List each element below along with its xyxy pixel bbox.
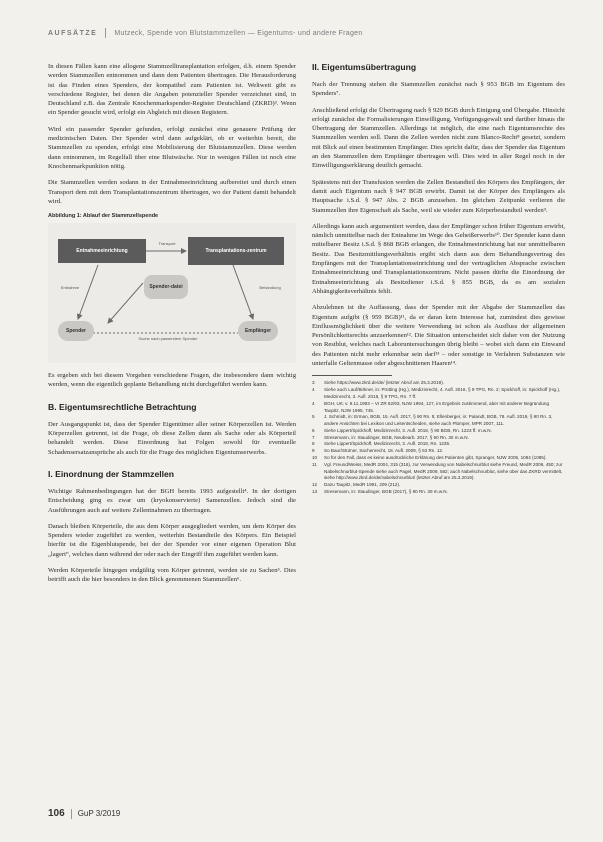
node-spenderdatei: Spender-datei bbox=[144, 275, 188, 299]
right-column bbox=[312, 62, 565, 496]
footnote: 6 Siehe Lippert/Spickhoff, Medizinrecht, 3. Aufl. 2018, § 90 BGB, Rn. 1223 ff. m.w.N. bbox=[312, 427, 492, 433]
footnote: 3 Siehe https://www.zkrd.de/de/ (letzter Abruf am 25.3.2019). bbox=[312, 380, 445, 386]
arrow-entnahme bbox=[78, 265, 98, 319]
journal-issue: GuP 3/2019 bbox=[77, 809, 121, 818]
body-paragraph: Allerdings kann auch argumentiert werden, dass der Empfänger schon früher Eigentum erwirbt, nämlich unmittelbar nach der Entnahme im Wege des Geheißerwerbs¹⁰. Der Spender kann dann mittelbarer Besitz i.S.d. § 868 BGB erlangen, die Entnahmeeinrichtung hat nur unmittelbaren Besitz. Das Besitzmittlungsverhältnis ergibt sich dann aus dem Behandlungsvertrag des Empfängers mit der Transplantationseinrichtung und der vertraglichen Absprache zwischen Entnahmeeinrichtung und Transplantationszentrum. Nicht passen dürfte die Einordnung der Entnahmeeinrichtung als Besitzdiener i.S.d. § 855 BGB, da es am sozialen Abhängigkeitsverhältnis fehlt. bbox=[312, 222, 565, 295]
label-entnahme: Entnahme bbox=[60, 285, 80, 291]
footer-divider bbox=[71, 809, 72, 819]
label-behandlung: Behandlung bbox=[259, 285, 281, 291]
footnote: 8 Siehe Lippert/Spickhoff, Medizinrecht, 3. Aufl. 2018, Rn. 1235. bbox=[312, 441, 451, 447]
footnote-rule bbox=[312, 375, 392, 376]
body-paragraph: Werden Körperteile hingegen endgültig vom Körper getrennt, werden sie zu Sachen⁵. Dies betrifft auch die hier besonders in den Blick genommenen Stammzellen⁶. bbox=[48, 567, 296, 584]
body-paragraph: Danach bleiben Körperteile, die aus dem Körper ausgegliedert werden, um dem Körper des Spenders wieder zugeführt zu werden, weiterhin Bestandteile des Körpers. Ein Beispiel hierfür ist die Eigenblutspende, bei der der Spender vor einer eigenen Operation Blut „lagert“, welches dann während der oder nach der Eingriff ihm zugeführt werden kann. bbox=[48, 522, 296, 558]
figure-caption: Abbildung 1: Ablauf der Stammzellspende bbox=[48, 213, 159, 220]
node-spender: Spender bbox=[58, 321, 94, 341]
body-paragraph: Anschließend erfolgt die Übertragung nach § 929 BGB durch Einigung und Übergabe. Hinsicht erfolgt zunächst die Formalisierungen Einwilligung, Verfügungsgewalt und darüber hinaus die Übertragung der Stammzellen. Allerdings ist möglich, die eine nach Eigentumsrechte des Stammzellen werden soll. Dann die Zellen werden nicht zum Blanco-Recht⁸ gesetzt, sondern mit Blick auf einen bestimmten Empfänger. Dies spricht dafür, dass der Spender das Eigentum an den Stammzellen dem Empfänger übertragen will. Dies wird in aller Regel noch in der Einwilligungserklärung deutlich gemacht. bbox=[312, 106, 565, 170]
footnotes bbox=[312, 380, 565, 496]
heading-i: I. Einordnung der Stammzellen bbox=[48, 468, 175, 479]
heading-ii: II. Eigentumsübertragung bbox=[312, 62, 417, 72]
header-divider bbox=[105, 28, 106, 38]
footnote: 13 Stresemann, in: Staudinger, BGB (2017), § 90 Rn. 39 m.w.N. bbox=[312, 489, 448, 495]
body-paragraph: Die Stammzellen werden sodann in der Entnahmeeinrichtung aufbereitet und durch einen Transport dem mit dem Transplantationszentrum übertragen, wo der Patient damit behandelt wird. bbox=[48, 179, 296, 205]
body-paragraph: In diesen Fällen kann eine allogene Stammzelltransplantation erfolgen, d.h. einem Spender werden Stammzellen entnommen und dann dem Patienten übertragen. Die Herausforderung ist das Finden eines Spenders, der kompatibel zum Patienten ist. Weltweit gibt es verschiedene Register, bei denen die Angaben potenzieller Spender verzeichnet sind, in Deutschland z.B. das Zentrale Knochenmarkspender-Register Deutschland (ZKRD)³. Wenn ein Spender gesucht wird, erfolgt ein Abgleich mit diesen Registern. bbox=[48, 63, 296, 117]
body-paragraph: Wird ein passender Spender gefunden, erfolgt zunächst eine genauere Prüfung der medizinischen Daten. Der Spender wird dann aufgeklärt, ob er weiterhin bereit, die Stammzellen zu spenden, erfolgt eine Mobilisierung der Blutstammzellen. Diese werden dann entnommen, im Regelfall über eine Blutwäsche. Nur in wenigen Fällen ist noch eine Knochenmarkpunktion nötig. bbox=[48, 125, 296, 170]
label-transport: Transport bbox=[158, 241, 176, 247]
footnote: 4 BGH, Urt. v. 9.11.1993 – VI ZR 62/93, NJW 1994, 127, im Ergebnis zustimmend, aber mit anderer Begründung Taupitz, NJW 1995, 745. bbox=[312, 400, 550, 413]
body-paragraph: Spätestens mit der Transfusion werden die Zellen Bestandteil des Körpers des Empfängers, der damit auch Eigentum nach § 947 BGB erwirbt. Damit ist der Körper des Empfängers als Hauptsache i.S.d. § 947 Abs. 2 BGB anzusehen. Im gleichen Zeitpunkt verlieren die Stammzellen ihre Eigenschaft als Sache, weil sie wieder zum Körperbestandteil werden⁹. bbox=[312, 178, 565, 214]
footnote: 5 J. Schmidt, in: Erman, BGB, 15. Aufl. 2017, § 90 Rn. 5; Ellenberger, in: Palandt, BGB, 78. Aufl. 2019, § 90 Rn. 3, andere Ansichten bei Lexikon und Leitentscheiden, siehe auch Plümper, MPR 2007, 111. bbox=[312, 414, 553, 427]
footnote: 9 So Baur/Stürner, Sachenrecht, 18. Aufl. 2009, § 53 Rn. 12. bbox=[312, 448, 444, 454]
page-footer bbox=[48, 808, 120, 819]
footnote: 10 So für den Fall, dass es keine ausdrückliche Erklärung des Patienten gibt, Spranger, NJW 2005, 1084 (1085). bbox=[312, 455, 547, 461]
body-paragraph: Der Ausgangspunkt ist, dass der Spender Eigentümer aller seiner Körperzellen ist. Werden Körperzellen getrennt, ist die Frage, ob diese Zellen dann als Sache oder als Körperteil behandelt werden. Diese Einordnung hat Folgen sowohl für eventuelle Schadensersatzansprüche als auch für die Frage des möglichen Eigentumserwerbs. bbox=[48, 420, 296, 456]
node-empfaenger: Empfänger bbox=[238, 321, 278, 341]
figure-flowchart bbox=[48, 223, 296, 363]
page-number: 106 bbox=[48, 808, 65, 819]
arrow-datei-spender bbox=[108, 283, 143, 323]
body-paragraph: Es ergeben sich bei diesem Vorgehen verschiedene Fragen, die insbesondere dann wichtig werden, wenn die eigentlich geplante Behandlung nicht durchgeführt werden kann. bbox=[48, 372, 296, 389]
node-entnahmeeinrichtung: Entnahmeeinrichtung bbox=[58, 239, 146, 263]
body-paragraph: Abzulehnen ist die Auffassung, dass der Spender mit der Abgabe der Stammzellen das Eigentum aufgibt (§ 959 BGB)¹¹, da er daran kein Interesse hat, zumindest dies gewisse Einflussmöglichkeit über die weitere Verwendung ist schon als Ausfluss der allgemeinen Persönlichkeitsrechts anzuerkennen¹². Die Situation unterscheidet sich daher von der Nutzung von Restblut, welches nach Laboruntersuchungen übrig bleibt – wobei sich dann ein Einwand des Patienten nicht mehr erkennbar sein darf¹³ – oder sonstige in Verfahren Substanzen wie unterfalle Geltenmasse oder abgeschnittenen Haaren¹⁴. bbox=[312, 304, 565, 368]
footnote: 11 Vgl. Freund/Weiss, MedR 2004, 315 (316), zur Verwendung von Nabelschnurblut siehe Freund, MedR 2006, 450; zur Nabelschnurblut-Spende siehe auch Pagel, MedR 2009, 582; auch Nabelschnurblut, siehe über das ZKRD vermittelt, siehe http://www.zkrd.de/de/nabelschnurblut/ (letzter Abruf am 25.3.2019). bbox=[312, 461, 563, 481]
body-paragraph: Nach der Trennung stehen die Stammzellen zunächst nach § 953 BGB im Eigentum des Spenders⁷. bbox=[312, 81, 565, 98]
section-label: AUFSÄTZE bbox=[48, 29, 98, 37]
heading-b: B. Eigentumsrechtliche Betrachtung bbox=[48, 401, 197, 412]
footnote: 4 Siehe auch Lauf/Birkner, in: Prütting (Hg.), Medizinrecht, 4. Aufl. 2016, § 9 TPG, Rn. 2; Spickhoff, in: Spickhoff (Hg.), Medizinrecht, 3. Aufl. 2018, § 9 TPG, Rn. 7 ff. bbox=[312, 387, 561, 399]
footnote: 12 Dazu Taupitz, MedR 1991, 209 (212). bbox=[312, 482, 401, 488]
arrow-behandlung bbox=[233, 265, 253, 319]
body-paragraph: Wichtige Rahmenbedingungen hat der BGH bereits 1993 aufgestellt⁴. In der dortigen Entscheidung ging es zwar um (kryokonservierte) Samenzellen. Jedoch sind die Ausführungen auch auf weitere Zellentnahmen zu übertragen. bbox=[48, 487, 296, 514]
label-suche: Suche nach passendem Spender bbox=[138, 336, 198, 342]
footnote: 7 Stresemann, in: Staudinger, BGB, Neubearb. 2017, § 90 Rn. 30 m.w.N. bbox=[312, 434, 469, 440]
left-column bbox=[48, 62, 296, 592]
running-header bbox=[48, 28, 568, 38]
node-transplantationszentrum: Transplantations-zentrum bbox=[188, 237, 284, 265]
running-title: Mutzeck, Spende von Blutstammzellen — Eigentums- und andere Fragen bbox=[114, 29, 363, 37]
